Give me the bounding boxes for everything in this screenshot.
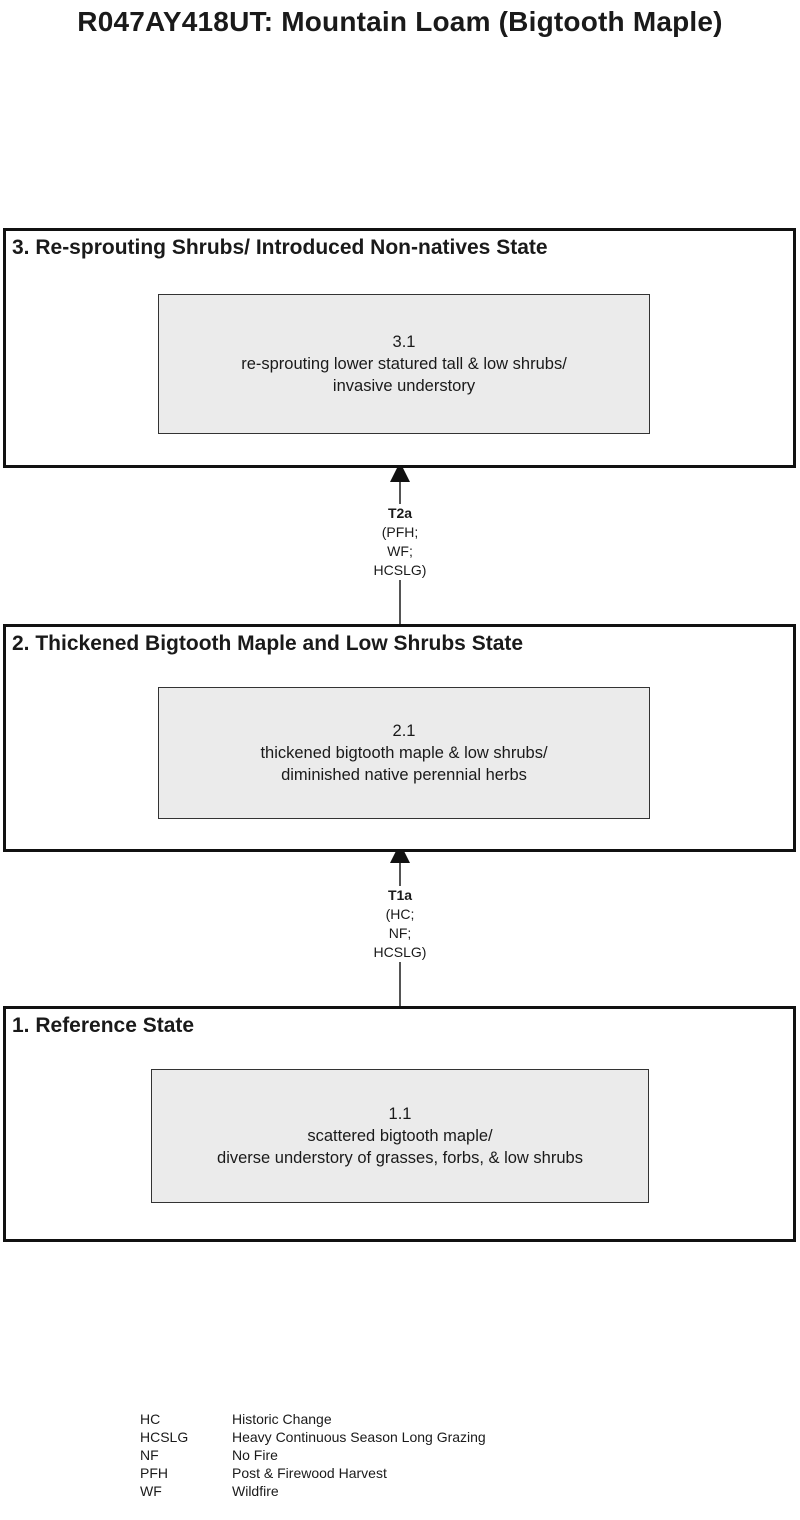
transition-t1a-code: T1a xyxy=(387,887,413,903)
legend-abbr: PFH xyxy=(140,1465,168,1481)
phase-2-1-line-2: diminished native perennial herbs xyxy=(281,766,527,784)
phase-3-1-box xyxy=(158,294,650,434)
legend-abbr: HC xyxy=(140,1411,161,1427)
state-1-title: 1. Reference State xyxy=(12,1014,195,1037)
legend-row xyxy=(140,1482,486,1500)
legend-abbr: NF xyxy=(140,1447,159,1463)
state-1-box xyxy=(3,1006,796,1242)
phase-1-1-line-2: diverse understory of grasses, forbs, & low shrubs xyxy=(217,1149,583,1167)
phase-1-1-line-1: scattered bigtooth maple/ xyxy=(307,1127,493,1145)
legend xyxy=(140,1410,486,1500)
transition-t2a-line-3: HCSLG) xyxy=(373,562,427,578)
state-3-box xyxy=(3,228,796,468)
legend-meaning: Wildfire xyxy=(232,1483,279,1499)
legend-row xyxy=(140,1410,486,1428)
legend-abbr: HCSLG xyxy=(140,1429,189,1445)
state-2-box xyxy=(3,624,796,852)
phase-1-1-id: 1.1 xyxy=(388,1105,412,1123)
phase-1-1-box xyxy=(151,1069,649,1203)
phase-2-1-line-1: thickened bigtooth maple & low shrubs/ xyxy=(260,744,548,762)
transition-t1a-line-1: (HC; xyxy=(385,906,415,922)
transition-t2a-code: T2a xyxy=(387,505,413,521)
transition-t1a-label xyxy=(360,886,440,962)
legend-abbr: WF xyxy=(140,1483,162,1499)
transition-t2a-line-1: (PFH; xyxy=(381,524,419,540)
legend-meaning: Historic Change xyxy=(232,1411,332,1427)
phase-3-1-line-2: invasive understory xyxy=(332,377,476,395)
diagram-title: R047AY418UT: Mountain Loam (Bigtooth Maple) xyxy=(77,6,723,37)
transition-t1a-line-2: NF; xyxy=(388,925,412,941)
state-3-title: 3. Re-sprouting Shrubs/ Introduced Non-natives State xyxy=(12,236,548,259)
legend-meaning: No Fire xyxy=(232,1447,278,1463)
transition-t1a-line-3: HCSLG) xyxy=(373,944,427,960)
phase-2-1-box xyxy=(158,687,650,819)
phase-3-1-line-1: re-sprouting lower statured tall & low shrubs/ xyxy=(241,355,567,373)
legend-row xyxy=(140,1428,486,1446)
legend-row xyxy=(140,1446,486,1464)
transition-t2a-line-2: WF; xyxy=(387,543,413,559)
legend-meaning: Post & Firewood Harvest xyxy=(232,1465,387,1481)
legend-row xyxy=(140,1464,486,1482)
phase-3-1-id: 3.1 xyxy=(392,333,416,351)
state-2-title: 2. Thickened Bigtooth Maple and Low Shrubs State xyxy=(12,632,524,655)
transition-t2a-label xyxy=(360,504,440,580)
legend-meaning: Heavy Continuous Season Long Grazing xyxy=(232,1429,486,1445)
phase-2-1-id: 2.1 xyxy=(392,722,416,740)
